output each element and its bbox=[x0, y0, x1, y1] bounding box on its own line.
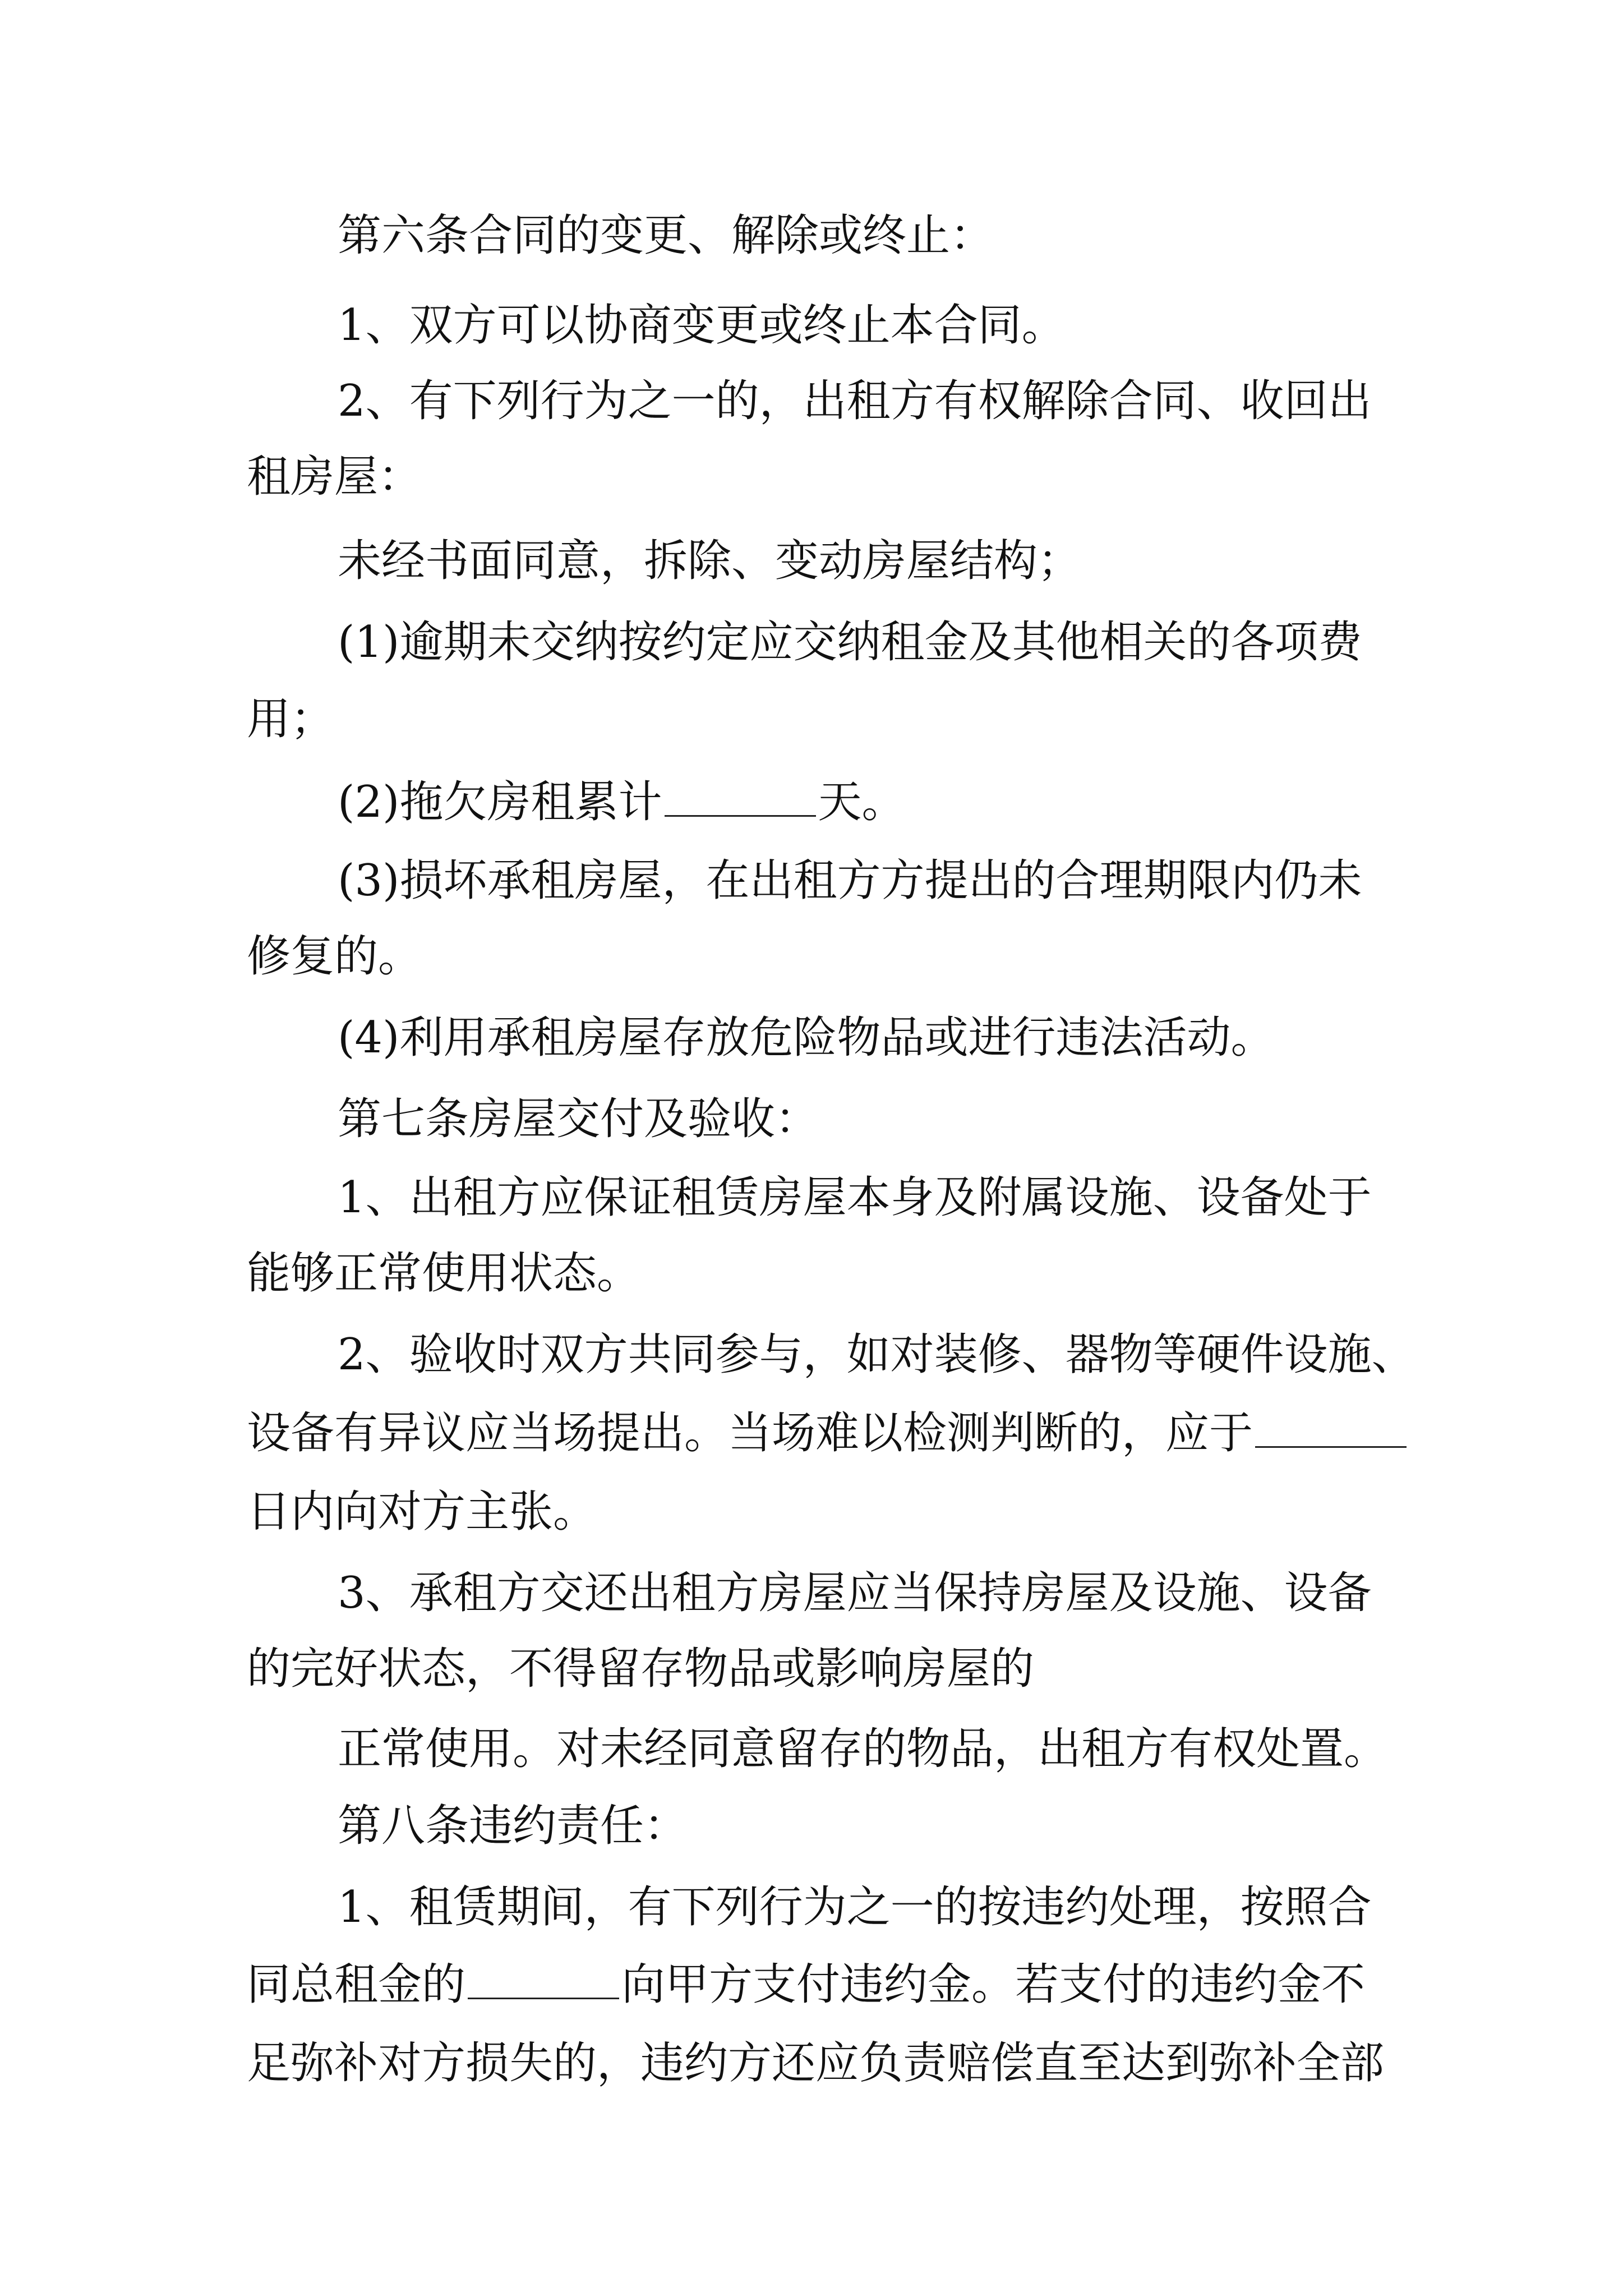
item-2-text-pre: (2)拖欠房租累计 bbox=[338, 777, 662, 827]
article-6-item-1-line-2: 用； bbox=[247, 694, 335, 744]
fill-blank-days bbox=[665, 776, 816, 817]
article-7-clause-1-line-2: 能够正常使用状态。 bbox=[247, 1248, 641, 1299]
clause-2-text-pre: 设备有异议应当场提出。当场难以检测判断的，应于 bbox=[247, 1408, 1253, 1458]
item-2-text-post: 天。 bbox=[818, 777, 906, 827]
article-7-clause-3-line-1: 3、承租方交还出租方房屋应当保持房屋及设施、设备 bbox=[338, 1568, 1372, 1618]
article-7-clause-3-line-3: 正常使用。对未经同意留存的物品，出租方有权处置。 bbox=[338, 1724, 1388, 1774]
article-7-heading: 第七条房屋交付及验收： bbox=[338, 1094, 819, 1144]
article-6-clause-2-line-1: 2、有下列行为之一的，出租方有权解除合同、收回出 bbox=[338, 376, 1372, 426]
article-8-clause-1-line-1: 1、租赁期间，有下列行为之一的按违约处理，按照合 bbox=[338, 1882, 1372, 1932]
fill-blank-days-2 bbox=[1255, 1407, 1407, 1448]
article-6-item-1-line-1: (1)逾期未交纳按约定应交纳租金及其他相关的各项费 bbox=[338, 617, 1362, 668]
clause-8-text-post: 向甲方支付违约金。若支付的违约金不 bbox=[621, 1959, 1366, 2010]
article-6-item-4: (4)利用承租房屋存放危险物品或进行违法活动。 bbox=[338, 1013, 1275, 1063]
article-6-item-0: 未经书面同意，拆除、变动房屋结构； bbox=[338, 536, 1082, 586]
article-7-clause-2-line-3: 日内向对方主张。 bbox=[247, 1487, 597, 1537]
article-8-clause-1-line-2 bbox=[247, 1951, 1391, 2018]
article-8-heading: 第八条违约责任： bbox=[338, 1801, 688, 1851]
clause-8-text-pre: 同总租金的 bbox=[247, 1959, 466, 2010]
article-6-item-3-line-2: 修复的。 bbox=[247, 931, 422, 982]
article-8-clause-1-line-3: 足弥补对方损失的，违约方还应负责赔偿直至达到弥补全部 bbox=[247, 2038, 1385, 2088]
article-6-item-2 bbox=[247, 769, 1482, 836]
article-6-item-3-line-1: (3)损坏承租房屋，在出租方方提出的合理期限内仍未 bbox=[338, 855, 1362, 906]
article-7-clause-3-line-2: 的完好状态，不得留存物品或影响房屋的 bbox=[247, 1644, 1035, 1694]
article-6-clause-2-line-2: 租房屋： bbox=[247, 452, 422, 502]
article-6-heading: 第六条合同的变更、解除或终止： bbox=[338, 210, 994, 261]
article-7-clause-2-line-2 bbox=[247, 1400, 1391, 1467]
article-6-clause-1: 1、双方可以协商变更或终止本合同。 bbox=[338, 300, 1066, 351]
fill-blank-percentage bbox=[468, 1958, 619, 1999]
article-7-clause-2-line-1: 2、验收时双方共同参与，如对装修、器物等硬件设施、 bbox=[338, 1329, 1415, 1380]
article-7-clause-1-line-1: 1、出租方应保证租赁房屋本身及附属设施、设备处于 bbox=[338, 1172, 1372, 1223]
